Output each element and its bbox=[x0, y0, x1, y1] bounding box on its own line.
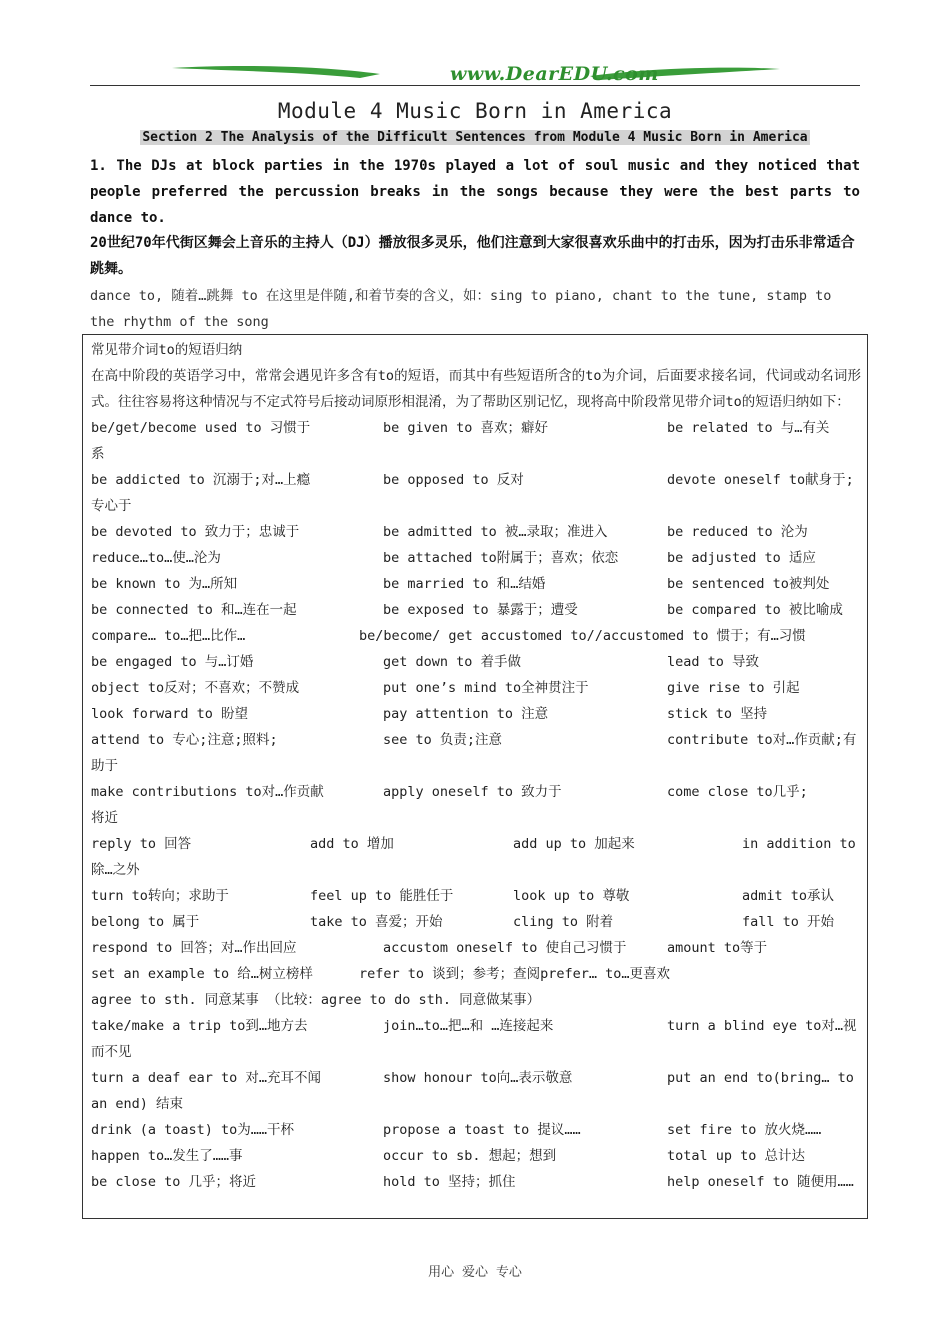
phrase-entry: attend to 专心;注意;照料; bbox=[91, 732, 278, 748]
phrase-entry: set an example to 给…树立榜样 bbox=[91, 966, 313, 982]
phrase-entry: compare… to…把…比作… bbox=[91, 628, 246, 644]
box-intro: 在高中阶段的英语学习中，常常会遇见许多含有to的短语，而其中有些短语所含的to为介词，后面要求接名词，代词或动名词形式。往往容易将这种情况与不定式符号后接动词原形相混淆，为了帮助区别记忆，现将高中阶段常见带介词to的短语归纳如下： bbox=[91, 368, 861, 410]
phrase-entry: turn to转向；求助于 bbox=[91, 888, 229, 904]
phrase-entry: stick to 坚持 bbox=[667, 706, 768, 722]
phrase-row bbox=[91, 649, 861, 675]
phrase-entry: help oneself to 随便用…… bbox=[667, 1174, 854, 1190]
phrase-row bbox=[91, 1065, 861, 1091]
phrase-row bbox=[91, 415, 861, 441]
phrase-entry: pay attention to 注意 bbox=[383, 706, 549, 722]
phrase-entry: be married to 和…结婚 bbox=[383, 576, 546, 592]
phrase-row bbox=[91, 1039, 861, 1065]
phrase-row bbox=[91, 597, 861, 623]
phrase-row bbox=[91, 1091, 861, 1117]
phrase-entry: happen to…发生了……事 bbox=[91, 1148, 243, 1164]
phrase-entry: add to 增加 bbox=[310, 836, 394, 852]
phrase-entry: accustom oneself to 使自己习惯于 bbox=[383, 940, 627, 956]
phrase-entry: be/get/become used to 习惯于 bbox=[91, 420, 311, 436]
site-logo-text[interactable]: www.DearEDU.com bbox=[450, 63, 659, 85]
phrase-row bbox=[91, 987, 861, 1013]
page-title: Module 4 Music Born in America bbox=[277, 99, 673, 123]
phrase-row bbox=[91, 935, 861, 961]
phrase-row bbox=[91, 493, 861, 519]
sentence-english: 1. The DJs at block parties in the 1970s played a lot of soul music and they noticed that people preferred the percussion breaks in the songs because they were the best parts to dance to. bbox=[90, 158, 860, 226]
phrase-entry: be known to 为…所知 bbox=[91, 576, 238, 592]
phrase-entry: 将近 bbox=[91, 810, 118, 826]
phrase-entry: reply to 回答 bbox=[91, 836, 192, 852]
phrase-row bbox=[91, 727, 861, 753]
phrase-entry: amount to等于 bbox=[667, 940, 768, 956]
phrase-entry: set fire to 放火烧…… bbox=[667, 1122, 822, 1138]
phrase-entry: take to 喜爱；开始 bbox=[310, 914, 443, 930]
phrase-entry: 系 bbox=[91, 446, 105, 462]
phrase-row bbox=[91, 961, 861, 987]
phrase-entry: respond to 回答；对…作出回应 bbox=[91, 940, 297, 956]
phrase-entry: be attached to附属于；喜欢；依恋 bbox=[383, 550, 619, 566]
phrase-row bbox=[91, 1013, 861, 1039]
phrase-entry: an end) 结束 bbox=[91, 1096, 184, 1112]
phrase-entry: 除…之外 bbox=[91, 862, 140, 878]
section-subtitle bbox=[90, 130, 860, 145]
phrase-entry: be/become/ get accustomed to//accustomed to 惯于；有…习惯 bbox=[359, 628, 806, 644]
phrase-row bbox=[91, 909, 861, 935]
box-heading: 常见带介词to的短语归纳 bbox=[91, 342, 243, 358]
phrase-entry: in addition to bbox=[742, 836, 856, 852]
phrase-row bbox=[91, 467, 861, 493]
phrase-entry: put an end to(bring… to bbox=[667, 1070, 854, 1086]
phrase-entry: contribute to对…作贡献;有 bbox=[667, 732, 857, 748]
phrase-row bbox=[91, 1169, 861, 1195]
phrase-entry: hold to 坚持；抓住 bbox=[383, 1174, 516, 1190]
header-rule bbox=[90, 85, 860, 86]
phrase-row bbox=[91, 571, 861, 597]
phrase-entry: see to 负责;注意 bbox=[383, 732, 503, 748]
phrase-entry: fall to 开始 bbox=[742, 914, 835, 930]
phrase-entry: look up to 尊敬 bbox=[513, 888, 630, 904]
phrase-entry: come close to几乎; bbox=[667, 784, 808, 800]
phrase-entry: show honour to向…表示敬意 bbox=[383, 1070, 573, 1086]
phrase-entry: take/make a trip to到…地方去 bbox=[91, 1018, 308, 1034]
phrase-entry: be close to 几乎；将近 bbox=[91, 1174, 257, 1190]
phrase-row bbox=[91, 883, 861, 909]
phrase-entry: be sentenced to被判处 bbox=[667, 576, 830, 592]
phrase-row bbox=[91, 753, 861, 779]
phrase-entry: be related to 与…有关 bbox=[667, 420, 830, 436]
phrase-entry: make contributions to对…作贡献 bbox=[91, 784, 324, 800]
phrase-row bbox=[91, 831, 861, 857]
phrase-row bbox=[91, 519, 861, 545]
phrase-row bbox=[91, 545, 861, 571]
phrase-box-content bbox=[91, 337, 861, 1195]
phrase-entry: 专心于 bbox=[91, 498, 132, 514]
phrase-entry: turn a blind eye to对…视 bbox=[667, 1018, 857, 1034]
phrase-entry: drink (a toast) to为……干杯 bbox=[91, 1122, 295, 1138]
phrase-entry: devote oneself to献身于; bbox=[667, 472, 854, 488]
phrase-row bbox=[91, 805, 861, 831]
phrase-row bbox=[91, 623, 861, 649]
phrase-box bbox=[82, 334, 868, 1219]
phrase-entry: be exposed to 暴露于；遭受 bbox=[383, 602, 578, 618]
phrase-entry: cling to 附着 bbox=[513, 914, 614, 930]
phrase-row bbox=[91, 1117, 861, 1143]
phrase-entry: refer to 谈到；参考；查阅prefer… to…更喜欢 bbox=[359, 966, 671, 982]
phrase-entry: propose a toast to 提议…… bbox=[383, 1122, 581, 1138]
phrase-entry: be adjusted to 适应 bbox=[667, 550, 816, 566]
phrase-entry: be admitted to 被…录取；准进入 bbox=[383, 524, 608, 540]
phrase-entry: join…to…把…和 …连接起来 bbox=[383, 1018, 554, 1034]
usage-note: dance to, 随着…跳舞 to 在这里是伴随,和着节奏的含义，如：sing to piano, chant to the tune, stamp to the rhythm of the song bbox=[90, 288, 832, 330]
phrase-row bbox=[91, 701, 861, 727]
phrase-entry: get down to 着手做 bbox=[383, 654, 522, 670]
phrase-entry: be devoted to 致力于；忠诚于 bbox=[91, 524, 300, 540]
phrase-row bbox=[91, 675, 861, 701]
phrase-entry: give rise to 引起 bbox=[667, 680, 800, 696]
phrase-entry: be engaged to 与…订婚 bbox=[91, 654, 254, 670]
phrase-entry: total up to 总计达 bbox=[667, 1148, 806, 1164]
phrase-row bbox=[91, 441, 861, 467]
phrase-row bbox=[91, 779, 861, 805]
phrase-entry: admit to承认 bbox=[742, 888, 835, 904]
phrase-entry: occur to sb. 想起；想到 bbox=[383, 1148, 557, 1164]
phrase-entry: turn a deaf ear to 对…充耳不闻 bbox=[91, 1070, 322, 1086]
phrase-row bbox=[91, 857, 861, 883]
phrase-entry: look forward to 盼望 bbox=[91, 706, 249, 722]
phrase-list bbox=[91, 415, 861, 1195]
subtitle-text: Section 2 The Analysis of the Difficult Sentences from Module 4 Music Born in America bbox=[142, 130, 808, 145]
phrase-entry: belong to 属于 bbox=[91, 914, 200, 930]
phrase-entry: put one’s mind to全神贯注于 bbox=[383, 680, 589, 696]
phrase-entry: 助于 bbox=[91, 758, 118, 774]
phrase-entry: feel up to 能胜任于 bbox=[310, 888, 454, 904]
phrase-entry: be compared to 被比喻成 bbox=[667, 602, 843, 618]
page-footer: 用心 爱心 专心 bbox=[428, 1265, 522, 1280]
phrase-entry: object to反对；不喜欢；不赞成 bbox=[91, 680, 300, 696]
phrase-entry: lead to 导致 bbox=[667, 654, 760, 670]
phrase-entry: apply oneself to 致力于 bbox=[383, 784, 562, 800]
site-header bbox=[90, 60, 860, 92]
phrase-entry: reduce…to…使…沦为 bbox=[91, 550, 221, 566]
phrase-entry: be connected to 和…连在一起 bbox=[91, 602, 297, 618]
sentence-chinese: 20世纪70年代街区舞会上音乐的主持人（DJ）播放很多灵乐，他们注意到大家很喜欢乐曲中的打击乐，因为打击乐非常适合跳舞。 bbox=[90, 235, 855, 277]
phrase-entry: add up to 加起来 bbox=[513, 836, 635, 852]
phrase-entry: be addicted to 沉溺于;对…上瘾 bbox=[91, 472, 311, 488]
phrase-entry: agree to sth. 同意某事 （比较：agree to do sth. 同意做某事） bbox=[91, 992, 541, 1008]
phrase-entry: be given to 喜欢；癖好 bbox=[383, 420, 549, 436]
phrase-entry: be reduced to 沦为 bbox=[667, 524, 808, 540]
phrase-row bbox=[91, 1143, 861, 1169]
phrase-entry: be opposed to 反对 bbox=[383, 472, 524, 488]
phrase-entry: 而不见 bbox=[91, 1044, 132, 1060]
